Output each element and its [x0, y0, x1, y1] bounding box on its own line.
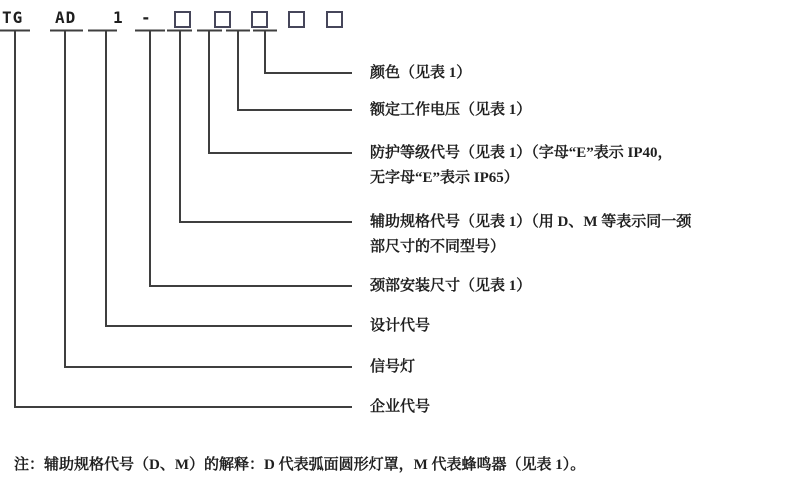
code-part-product: AD [55, 8, 77, 27]
callout-color-label: 颜色（见表 1） [370, 65, 472, 81]
code-part-design: 1 [113, 8, 124, 27]
callout-company-code-label: 企业代号 [370, 399, 431, 415]
code-placeholder-box-2 [214, 11, 231, 28]
code-placeholder-box-1 [174, 11, 191, 28]
code-placeholder-box-5 [326, 11, 343, 28]
code-part-company: TG [2, 8, 24, 27]
code-placeholder-box-4 [288, 11, 305, 28]
callout-voltage-label: 额定工作电压（见表 1） [370, 102, 532, 118]
callout-neck-size-label: 颈部安装尺寸（见表 1） [370, 278, 532, 294]
callout-design-code-label: 设计代号 [370, 318, 431, 334]
code-placeholder-box-3 [251, 11, 268, 28]
code-separator-hyphen: - [141, 8, 152, 27]
callout-aux-spec-label-line2: 部尺寸的不同型号） [370, 239, 506, 255]
callout-protection-label-line2: 无字母“E”表示 IP65） [370, 170, 519, 186]
footnote: 注：辅助规格代号（D、M）的解释：D 代表弧面圆形灯罩，M 代表蜂鸣器（见表 1）。 [14, 457, 586, 473]
callout-protection-label-line1: 防护等级代号（见表 1）（字母“E”表示 IP40， [370, 145, 673, 161]
callout-signal-lamp-label: 信号灯 [370, 359, 416, 375]
callout-aux-spec-label-line1: 辅助规格代号（见表 1）（用 D、M 等表示同一颈 [370, 214, 692, 230]
